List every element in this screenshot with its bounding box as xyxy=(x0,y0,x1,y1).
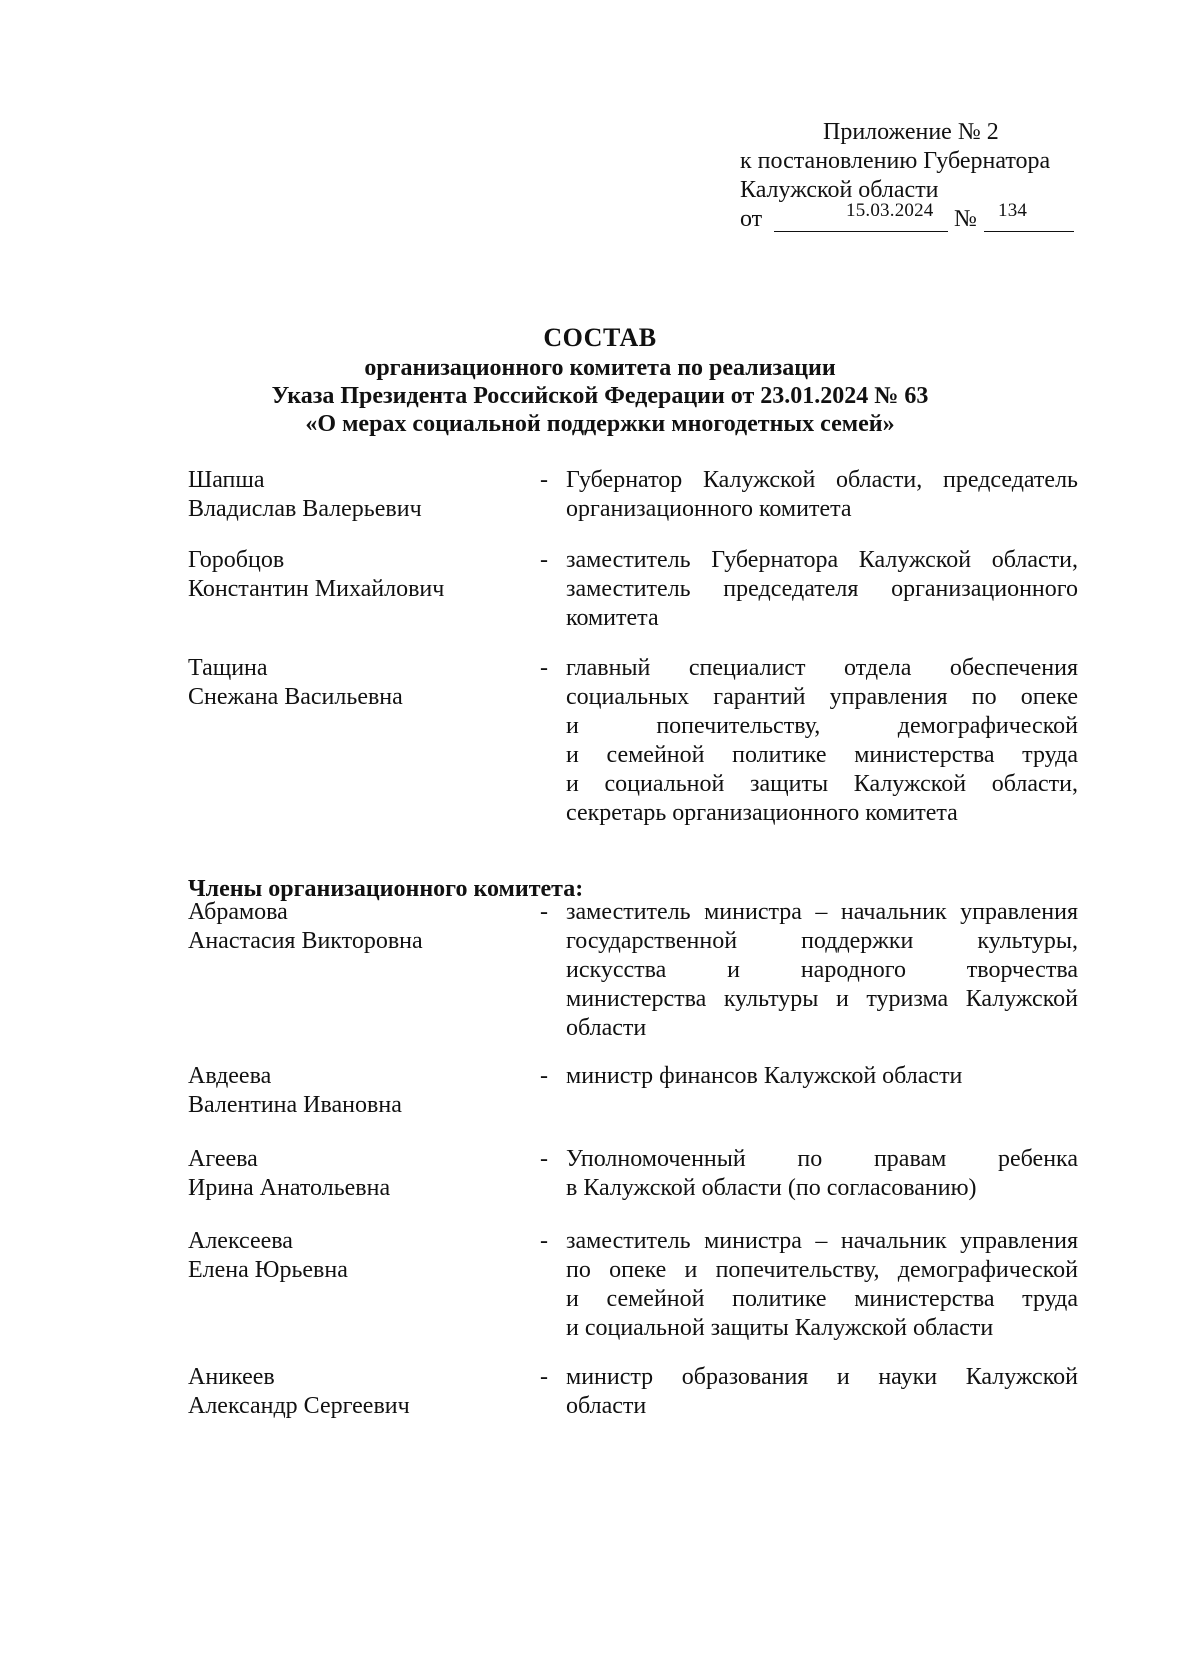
member-role xyxy=(566,1363,1078,1421)
from-label: от xyxy=(740,206,763,232)
title-line-1: организационного комитета по реализации xyxy=(364,355,836,381)
role-line: главный специалист отдела обеспечения xyxy=(566,655,1078,681)
member-role xyxy=(566,654,1078,828)
title-line-3: «О мерах социальной поддержки многодетных семей» xyxy=(305,411,895,437)
role-line: заместитель министра – начальник управления xyxy=(566,1228,1078,1254)
role-line: по опеке и попечительству, демографической xyxy=(566,1257,1078,1283)
member-name xyxy=(188,466,518,524)
role-line: министр финансов Калужской области xyxy=(566,1063,963,1089)
member-name xyxy=(188,1145,518,1203)
member-given-name: Ирина Анатольевна xyxy=(188,1175,391,1201)
member-surname: Агеева xyxy=(188,1146,258,1172)
role-line: и социальной защиты Калужской области, xyxy=(566,771,1078,797)
title-line-2: Указа Президента Российской Федерации от 23.01.2024 № 63 xyxy=(271,383,929,409)
role-line: искусства и народного творчества xyxy=(566,957,1078,983)
title-heading: СОСТАВ xyxy=(543,323,657,352)
entry-dash: - xyxy=(540,1063,548,1089)
role-line: заместитель Губернатора Калужской области, xyxy=(566,547,1078,573)
role-line: Губернатор Калужской области, председатель xyxy=(566,467,1078,493)
member-name xyxy=(188,546,518,604)
entry-dash: - xyxy=(540,655,548,681)
member-role xyxy=(566,546,1078,633)
member-role xyxy=(566,898,1078,1043)
appendix-date-line xyxy=(740,200,1100,234)
member-surname: Горобцов xyxy=(188,547,285,573)
date-underline xyxy=(774,231,948,232)
member-role xyxy=(566,1062,1078,1091)
entry-dash: - xyxy=(540,547,548,573)
document-title xyxy=(0,322,1200,438)
role-line: социальных гарантий управления по опеке xyxy=(566,684,1078,710)
member-name xyxy=(188,1062,518,1120)
role-line: области xyxy=(566,1393,647,1419)
member-given-name: Александр Сергеевич xyxy=(188,1393,410,1419)
role-line: государственной поддержки культуры, xyxy=(566,928,1078,954)
entry-dash: - xyxy=(540,1146,548,1172)
member-name xyxy=(188,1227,518,1285)
number-label: № xyxy=(954,206,977,232)
appendix-line-3: Калужской области xyxy=(740,177,939,203)
role-line: в Калужской области (по согласованию) xyxy=(566,1175,977,1201)
member-given-name: Снежана Васильевна xyxy=(188,684,403,710)
entry-dash: - xyxy=(540,1228,548,1254)
entry-dash: - xyxy=(540,467,548,493)
role-line: секретарь организационного комитета xyxy=(566,800,958,826)
appendix-line-2: к постановлению Губернатора xyxy=(740,148,1051,174)
role-line: заместитель министра – начальник управления xyxy=(566,899,1078,925)
member-role xyxy=(566,466,1078,524)
member-given-name: Елена Юрьевна xyxy=(188,1257,348,1283)
member-given-name: Константин Михайлович xyxy=(188,576,445,602)
entry-dash: - xyxy=(540,1364,548,1390)
document-date: 15.03.2024 xyxy=(846,200,934,221)
number-underline xyxy=(984,231,1074,232)
member-given-name: Владислав Валерьевич xyxy=(188,496,422,522)
member-surname: Аникеев xyxy=(188,1364,275,1390)
role-line: и семейной политике министерства труда xyxy=(566,742,1078,768)
role-line: комитета xyxy=(566,605,659,631)
member-name xyxy=(188,654,518,712)
appendix-line-1: Приложение № 2 xyxy=(823,119,999,145)
role-line: и социальной защиты Калужской области xyxy=(566,1315,994,1341)
member-surname: Шапша xyxy=(188,467,265,493)
role-line: заместитель председателя организационного xyxy=(566,576,1078,602)
member-surname: Алексеева xyxy=(188,1228,293,1254)
role-line: министерства культуры и туризма Калужской xyxy=(566,986,1078,1012)
members-heading: Члены организационного комитета: xyxy=(188,876,584,902)
document-number: 134 xyxy=(998,200,1028,221)
role-line: Уполномоченный по правам ребенка xyxy=(566,1146,1078,1172)
role-line: и попечительству, демографической xyxy=(566,713,1078,739)
member-surname: Авдеева xyxy=(188,1063,272,1089)
member-given-name: Анастасия Викторовна xyxy=(188,928,423,954)
member-surname: Тащина xyxy=(188,655,268,681)
member-role xyxy=(566,1227,1078,1343)
role-line: министр образования и науки Калужской xyxy=(566,1364,1078,1390)
member-name xyxy=(188,1363,518,1421)
member-name xyxy=(188,898,518,956)
member-surname: Абрамова xyxy=(188,899,288,925)
role-line: области xyxy=(566,1015,647,1041)
role-line: и семейной политике министерства труда xyxy=(566,1286,1078,1312)
member-given-name: Валентина Ивановна xyxy=(188,1092,402,1118)
member-role xyxy=(566,1145,1078,1203)
role-line: организационного комитета xyxy=(566,496,852,522)
appendix-header xyxy=(740,118,1100,234)
entry-dash: - xyxy=(540,899,548,925)
